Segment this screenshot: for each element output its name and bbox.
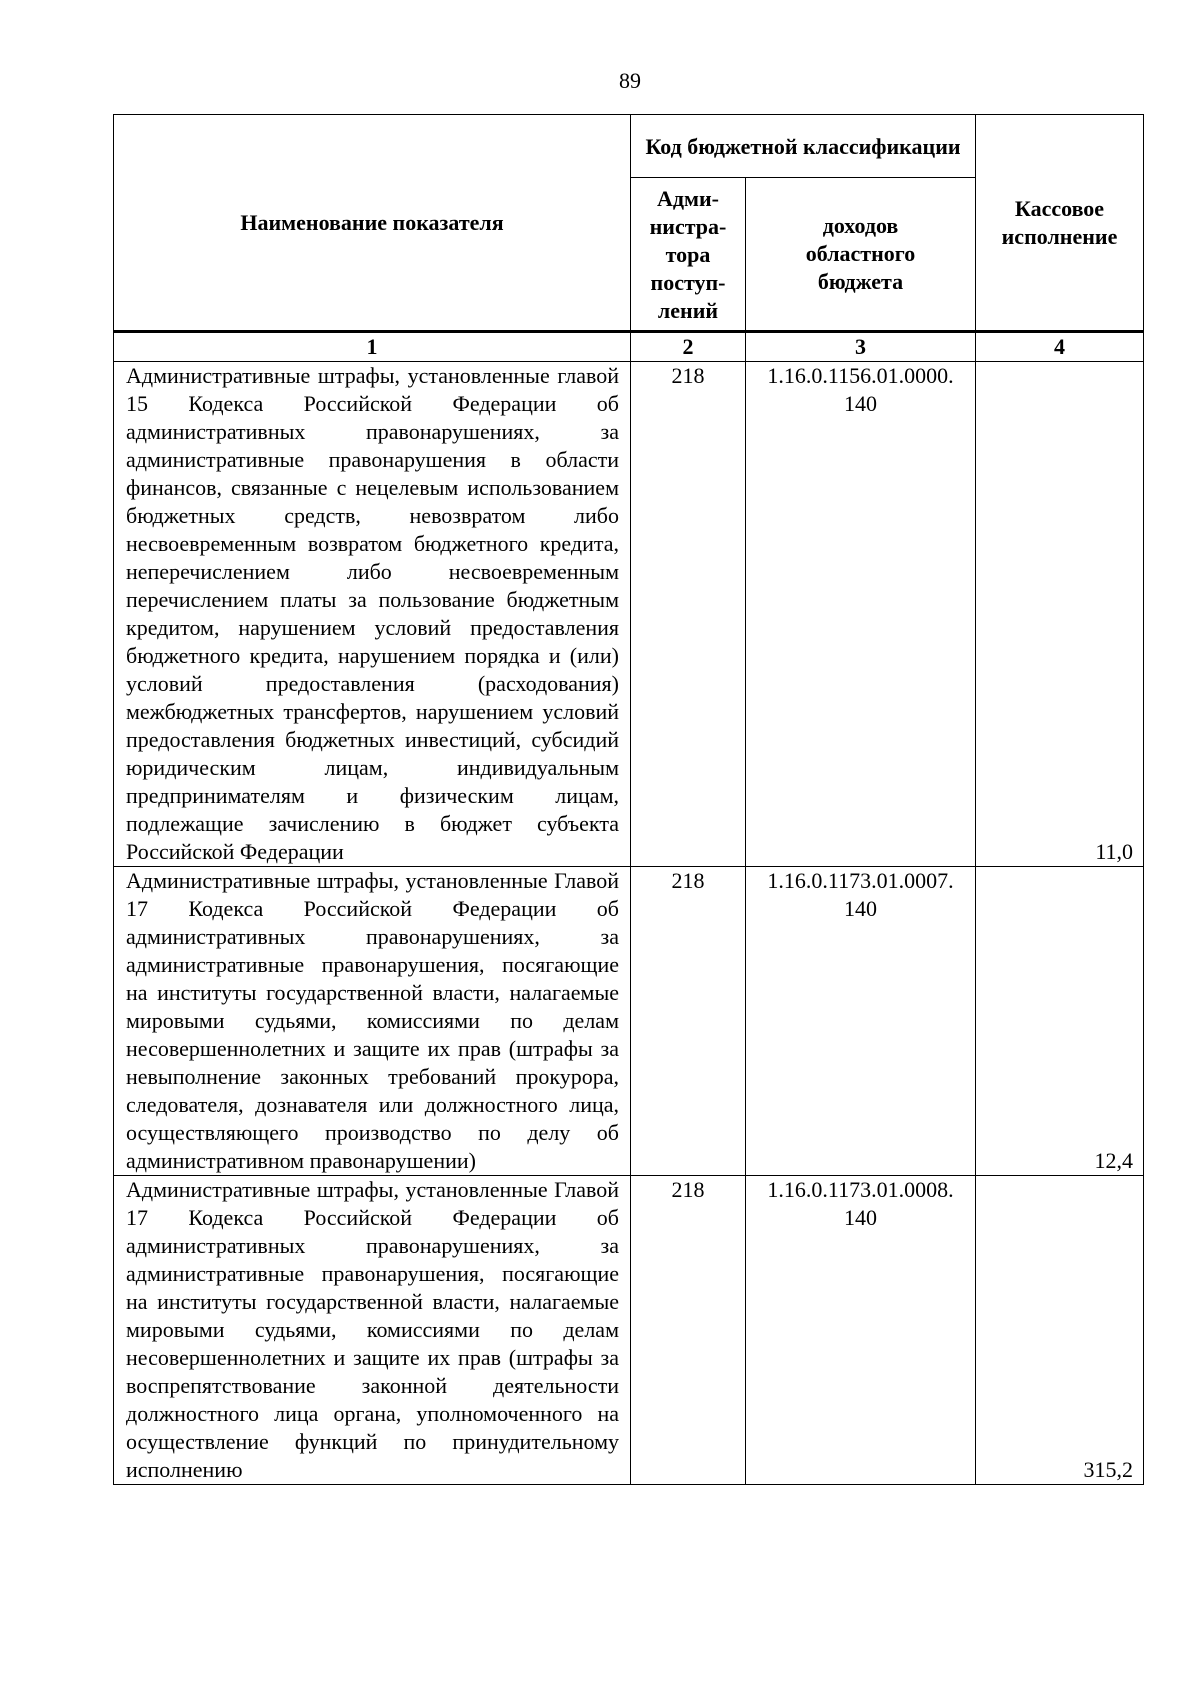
table-row [114,1176,1144,1485]
row-2-admin: 218 [631,867,746,1176]
row-3-name: Административные штрафы, установленные Главой 17 Кодекса Российской Федерации об административных правонарушениях, за административные правонарушения, посягающие на институты государственной власти, налагаемые мировыми судьями, комиссиями по делам несовершеннолетних и защите их прав (штрафы за воспрепятствование законной деятельности должностного лица органа, уполномоченного на осуществление функций по принудительному исполнению [114,1176,631,1485]
header-income [746,178,976,332]
budget-table [113,114,1144,1485]
header-cash [976,115,1144,332]
row-3-cash: 315,2 [976,1176,1144,1485]
row-1-name: Административные штрафы, установленные главой 15 Кодекса Российской Федерации об административных правонарушениях, за административные правонарушения в области финансов, связанные с нецелевым использованием бюджетных средств, невозвратом либо несвоевременным возвратом бюджетного кредита, неперечислением либо несвоевременным перечислением платы за пользование бюджетным кредитом, нарушением условий предоставления бюджетного кредита, нарушением порядка и (или) условий предоставления (расходования) межбюджетных трансфертов, нарушением условий предоставления бюджетных инвестиций, субсидий юридическим лицам, индивидуальным предпринимателям и физическим лицам, подлежащие зачислению в бюджет субъекта Российской Федерации [114,362,631,867]
header-income-line-3: бюджета [817,269,904,294]
row-2-code [746,867,976,1176]
row-1-code-line-1: 1.16.0.1156.01.0000. [767,363,954,388]
header-admin-line-1: Адми- [656,186,719,211]
table-row [114,867,1144,1176]
header-income-line-2: областного [805,241,916,266]
table-row [114,362,1144,867]
row-1-code-line-2: 140 [844,391,877,416]
column-number-1: 1 [114,332,631,362]
row-3-admin: 218 [631,1176,746,1485]
header-admin-line-2: нистра- [649,214,727,239]
header-cash-line-1: Кассовое [1014,195,1105,221]
column-number-row [114,332,1144,362]
header-admin-line-4: поступ- [650,270,726,295]
row-3-code-line-1: 1.16.0.1173.01.0008. [767,1177,954,1202]
row-3-code-line-2: 140 [844,1205,877,1230]
header-admin-line-5: лений [657,298,719,323]
column-number-4: 4 [976,332,1144,362]
header-name: Наименование показателя [114,115,631,332]
row-2-name: Административные штрафы, установленные Главой 17 Кодекса Российской Федерации об административных правонарушениях, за административные правонарушения, посягающие на институты государственной власти, налагаемые мировыми судьями, комиссиями по делам несовершеннолетних и защите их прав (штрафы за невыполнение законных требований прокурора, следователя, дознавателя или должностного лица, осуществляющего производство по делу об административном правонарушении) [114,867,631,1176]
row-2-code-line-2: 140 [844,896,877,921]
column-number-3: 3 [746,332,976,362]
header-code-group: Код бюджетной классификации [631,115,976,178]
header-income-line-1: доходов [822,213,899,238]
header-admin [631,178,746,332]
row-1-admin: 218 [631,362,746,867]
row-1-code [746,362,976,867]
header-admin-line-3: тора [665,242,711,267]
header-row-1 [114,115,1144,178]
row-1-cash: 11,0 [976,362,1144,867]
row-3-code [746,1176,976,1485]
page-number: 89 [619,68,641,93]
row-2-cash: 12,4 [976,867,1144,1176]
row-2-code-line-1: 1.16.0.1173.01.0007. [767,868,954,893]
header-cash-line-2: исполнение [1001,223,1118,249]
column-number-2: 2 [631,332,746,362]
